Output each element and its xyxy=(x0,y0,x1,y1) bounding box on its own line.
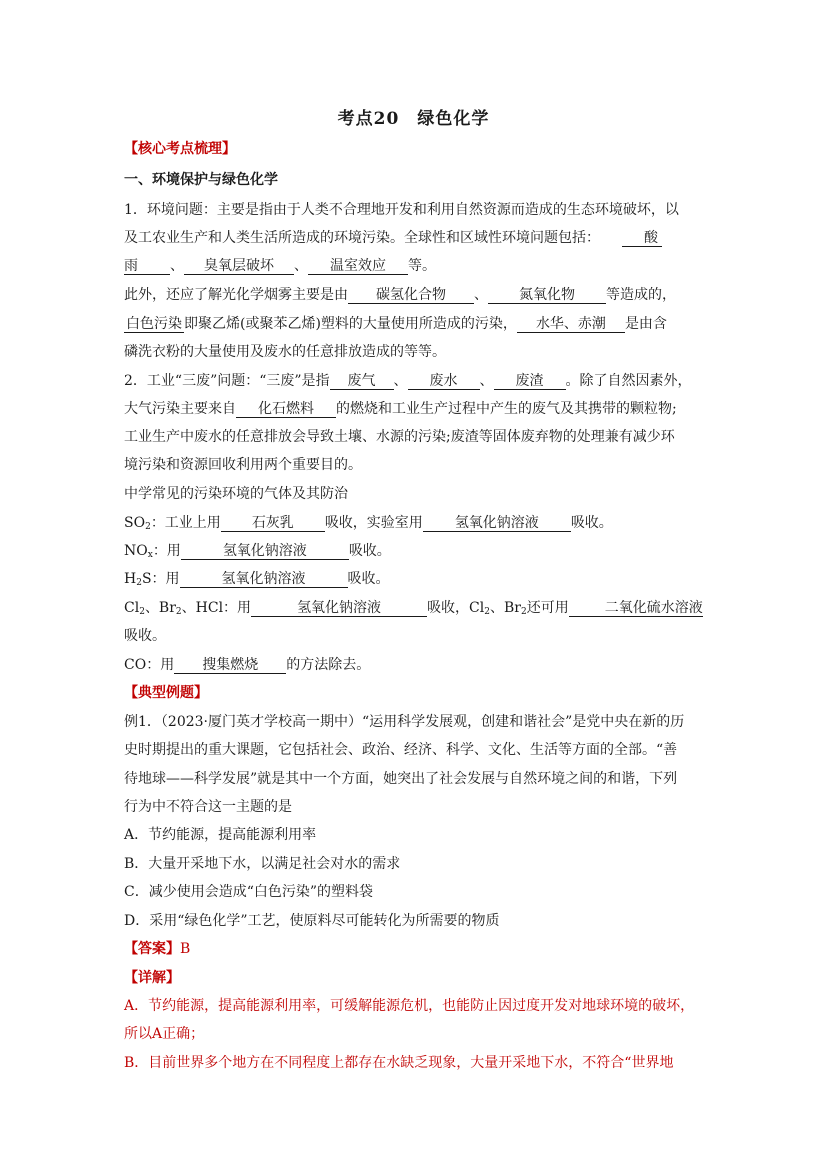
formula: Cl xyxy=(124,600,140,616)
text-run: 、Br xyxy=(490,600,521,616)
text-run: 吸收。 xyxy=(570,515,613,531)
text-run: ：用 xyxy=(151,571,180,587)
so2-line xyxy=(124,514,613,532)
question-line: 行为中不符合这一主题的是 xyxy=(124,799,292,815)
text-run: 此外，还应了解光化学烟雾主要是由 xyxy=(124,287,348,303)
formula: S xyxy=(141,571,152,587)
answer-heading: 【答案】 xyxy=(124,941,180,957)
detail-line: A．节约能源，提高能源利用率，可缓解能源危机，也能防止因过度开发对地球环境的破坏， xyxy=(124,998,695,1014)
answer-line xyxy=(124,940,190,958)
subsection-heading: 一、环境保护与绿色化学 xyxy=(124,172,278,188)
text-run: 及工农业生产和人类生活所造成的环境污染。全球性和区域性环境问题包括： xyxy=(124,230,600,246)
nox-line xyxy=(124,542,391,560)
text-run: 、 xyxy=(479,373,494,389)
answer-blank: 碳氢化合物 xyxy=(348,287,474,304)
text-run: 等。 xyxy=(408,258,436,274)
paragraph-line: 境污染和资源回收利用两个重要目的。 xyxy=(124,457,362,473)
formula: NO xyxy=(124,543,148,559)
subscript: 2 xyxy=(520,607,527,617)
text-run: ：工业上用 xyxy=(150,515,221,531)
text-run: 即聚乙烯(或聚苯乙烯)塑料的大量使用所造成的污染， xyxy=(184,316,517,332)
answer-blank: 水华、赤潮 xyxy=(517,316,625,333)
paragraph-line xyxy=(124,372,692,390)
paragraph-line: 1．环境问题：主要是指由于人类不合理地开发和利用自然资源而造成的生态环境破坏，以 xyxy=(124,202,679,218)
text-run: 是由含 xyxy=(624,316,667,332)
paragraph-line xyxy=(124,257,436,275)
option-a: A．节约能源，提高能源利用率 xyxy=(124,827,317,843)
formula: 、HCl：用 xyxy=(181,600,252,616)
detail-line: B．目前世界多个地方在不同程度上都存在水缺乏现象，大量开采地下水，不符合“世界地 xyxy=(124,1055,674,1071)
h2s-line xyxy=(124,570,390,588)
subscript: 2 xyxy=(145,522,151,532)
paragraph-line: 吸收。 xyxy=(124,628,166,644)
text-run: 、 xyxy=(393,373,408,389)
paragraph-line xyxy=(124,315,667,333)
detail-line: 所以A正确； xyxy=(124,1026,205,1042)
answer-blank: 白色污染 xyxy=(126,316,182,332)
text-run: 、 xyxy=(170,258,184,274)
paragraph-line xyxy=(124,286,676,304)
paragraph-line xyxy=(124,400,677,418)
formula: H xyxy=(124,571,137,587)
answer-blank: 氢氧化钠溶液 xyxy=(423,515,571,532)
answer-blank: 温室效应 xyxy=(308,258,408,275)
question-line: 例1．（2023·厦门英才学校高一期中）“运用科学发展观，创建和谐社会”是党中央在新的历 xyxy=(124,714,685,730)
gas-section-title: 中学常见的污染环境的气体及其防治 xyxy=(124,486,348,502)
paragraph-line: 磷洗衣粉的大量使用及废水的任意排放造成的等等。 xyxy=(124,344,446,360)
text-run: 吸收。 xyxy=(348,543,391,559)
answer-blank: 废水 xyxy=(408,373,480,390)
option-c: C．减少使用会造成“白色污染”的塑料袋 xyxy=(124,884,374,900)
text-run: 2．工业“三废”问题：“三废”是指 xyxy=(124,373,330,389)
answer-blank: 臭氧层破坏 xyxy=(184,258,294,275)
subscript: 2 xyxy=(136,578,142,588)
answer-blank: 氮氧化物 xyxy=(488,287,606,304)
detail-heading: 【详解】 xyxy=(124,970,180,986)
text-run: 、 xyxy=(474,287,488,303)
text-run: 的燃烧和工业生产过程中产生的废气及其携带的颗粒物; xyxy=(336,401,677,417)
answer-blank: 氢氧化钠溶液 xyxy=(251,600,427,617)
text-run: CO：用 xyxy=(124,657,175,673)
answer-blank: 二氧化硫水溶液 xyxy=(569,600,703,617)
text-run: ：用 xyxy=(152,543,181,559)
text-run: 还可用 xyxy=(526,600,569,616)
example-heading: 【典型例题】 xyxy=(124,685,208,701)
text-run: 。除了自然因素外， xyxy=(565,373,692,389)
answer-blank: 氢氧化钠溶液 xyxy=(181,543,349,560)
subscript: 2 xyxy=(175,607,182,617)
paragraph-line xyxy=(124,229,662,247)
answer-blank: 石灰乳 xyxy=(221,515,325,532)
text-run: 吸收。 xyxy=(347,571,390,587)
answer-blank: 氢氧化钠溶液 xyxy=(180,571,348,588)
option-b: B．大量开采地下水，以满足社会对水的需求 xyxy=(124,856,401,872)
core-points-heading: 【核心考点梳理】 xyxy=(124,141,236,157)
text-run: 的方法除去。 xyxy=(286,657,371,673)
text-run: 、 xyxy=(294,258,308,274)
halogen-line xyxy=(124,599,703,617)
text-run: 吸收，Cl xyxy=(427,600,485,616)
text-run: 等造成的， xyxy=(606,287,676,303)
page-title: 考点20 绿色化学 xyxy=(337,109,490,129)
answer-blank: 搜集燃烧 xyxy=(174,657,286,674)
question-line: 史时期提出的重大课题，它包括社会、政治、经济、科学、文化、生活等方面的全部。“善 xyxy=(124,742,678,758)
co-line xyxy=(124,656,370,674)
answer-blank: 酸 xyxy=(622,230,662,247)
formula: 、Br xyxy=(144,600,176,616)
answer-blank: 雨 xyxy=(124,258,170,275)
question-line: 待地球——科学发展”就是其中一个方面，她突出了社会发展与自然环境之间的和谐，下列 xyxy=(124,771,678,787)
subscript: x xyxy=(147,550,153,560)
answer-blank: 废气 xyxy=(330,373,394,390)
subscript: 2 xyxy=(139,607,145,617)
answer-blank: 化石燃料 xyxy=(236,401,336,418)
option-d: D．采用“绿色化学”工艺，使原料尽可能转化为所需要的物质 xyxy=(124,913,500,929)
formula: SO xyxy=(124,515,146,531)
paragraph-line: 工业生产中废水的任意排放会导致土壤、水源的污染;废渣等固体废弃物的处理兼有减少环 xyxy=(124,429,675,445)
subscript: 2 xyxy=(484,607,490,617)
text-run: 大气污染主要来自 xyxy=(124,401,236,417)
answer-blank: 废渣 xyxy=(494,373,566,390)
answer-value: B xyxy=(180,941,191,957)
text-run: 吸收，实验室用 xyxy=(324,515,423,531)
